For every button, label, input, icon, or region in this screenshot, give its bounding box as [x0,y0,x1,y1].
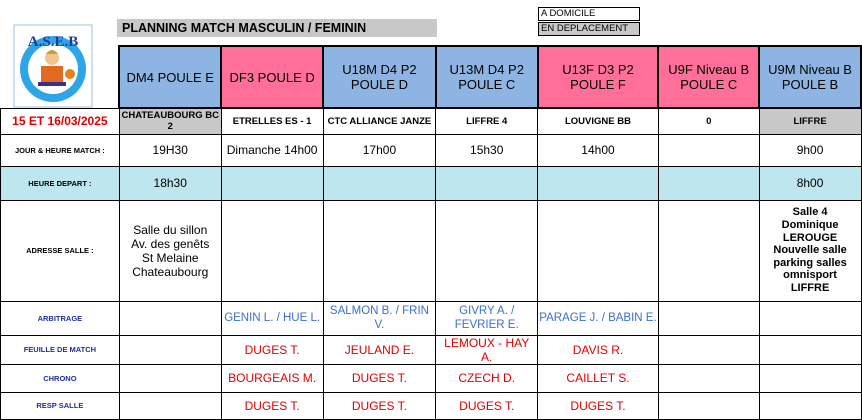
chrono-name: BOURGEAIS M. [221,364,323,392]
referee-names [759,301,861,335]
scoresheet-name: JEULAND E. [323,335,436,364]
date-label: 15 ET 16/03/2025 [1,108,120,134]
header-corner [1,46,120,108]
column-header: U13F D3 P2 POULE F [538,46,659,108]
svg-text:A.S.E.B: A.S.E.B [27,34,79,50]
match-time: Dimanche 14h00 [221,134,323,166]
address-row [1,200,862,301]
departure-time [221,166,323,200]
column-header: U13M D4 P2 POULE C [436,46,538,108]
hall-address: Salle du sillon Av. des genêts St Melaine Chateaubourg [119,200,221,301]
hall-address [323,200,436,301]
team-name: ETRELLES ES - 1 [221,108,323,134]
departure-row [1,166,862,200]
row-label-hall: RESP SALLE [1,392,120,419]
chrono-row [1,364,862,392]
team-name: LIFFRE 4 [436,108,538,134]
column-header: U18M D4 P2 POULE D [323,46,436,108]
chrono-name: DUGES T. [323,364,436,392]
hall-address [538,200,659,301]
hall-address [221,200,323,301]
team-name: 0 [658,108,759,134]
teams-row [1,108,862,134]
referee-names: PARAGE J. / BABIN E. [538,301,659,335]
scoresheet-name [658,335,759,364]
match-time: 15h30 [436,134,538,166]
scoresheet-name [119,335,221,364]
chrono-name [759,364,861,392]
hall-address: Salle 4 Dominique LEROUGE Nouvelle salle parking salles omnisport LIFFRE [759,200,861,301]
header-row [1,46,862,108]
hall-manager: DUGES T. [221,392,323,419]
chrono-name: CAILLET S. [538,364,659,392]
match-time: 14h00 [538,134,659,166]
match-time [658,134,759,166]
time-row [1,134,862,166]
team-name: CHATEAUBOURG BC 2 [119,108,221,134]
hall-address [658,200,759,301]
chrono-name [119,364,221,392]
column-header: DM4 POULE E [119,46,221,108]
column-header: DF3 POULE D [221,46,323,108]
row-label-scoresheet: FEUILLE DE MATCH [1,335,120,364]
column-header: U9F Niveau B POULE C [658,46,759,108]
team-name: LOUVIGNE BB [538,108,659,134]
departure-time [658,166,759,200]
departure-time [436,166,538,200]
chrono-name [658,364,759,392]
hall-manager [759,392,861,419]
legend-away: EN DEPLACEMENT [538,22,640,36]
legend-home: A DOMICILE [538,7,640,21]
page-title: PLANNING MATCH MASCULIN / FEMININ [117,19,437,37]
chrono-name: CZECH D. [436,364,538,392]
row-label-referee: ARBITRAGE [1,301,120,335]
hall-manager [119,392,221,419]
scoresheet-name: LEMOUX - HAY A. [436,335,538,364]
referee-names [658,301,759,335]
referee-names: SALMON B. / FRIN V. [323,301,436,335]
hall-manager [658,392,759,419]
team-name: LIFFRE [759,108,861,134]
hall-manager: DUGES T. [323,392,436,419]
hall-manager: DUGES T. [538,392,659,419]
scoresheet-name [759,335,861,364]
departure-time [538,166,659,200]
row-label-chrono: CHRONO [1,364,120,392]
referee-names: GIVRY A. / FEVRIER E. [436,301,538,335]
departure-time [323,166,436,200]
scoresheet-name: DAVIS R. [538,335,659,364]
referee-row [1,301,862,335]
row-label-time: JOUR & HEURE MATCH : [1,134,120,166]
planning-table [0,45,862,420]
match-time: 19H30 [119,134,221,166]
team-name: CTC ALLIANCE JANZE [323,108,436,134]
column-header: U9M Niveau B POULE B [759,46,861,108]
referee-names: GENIN L. / HUE L. [221,301,323,335]
departure-time: 18h30 [119,166,221,200]
hall-address [436,200,538,301]
hall-row [1,392,862,419]
scoresheet-row [1,335,862,364]
referee-names [119,301,221,335]
scoresheet-name: DUGES T. [221,335,323,364]
match-time: 9h00 [759,134,861,166]
hall-manager: DUGES T. [436,392,538,419]
departure-time: 8h00 [759,166,861,200]
match-time: 17h00 [323,134,436,166]
row-label-address: ADRESSE SALLE : [1,200,120,301]
row-label-departure: HEURE DEPART : [1,166,120,200]
